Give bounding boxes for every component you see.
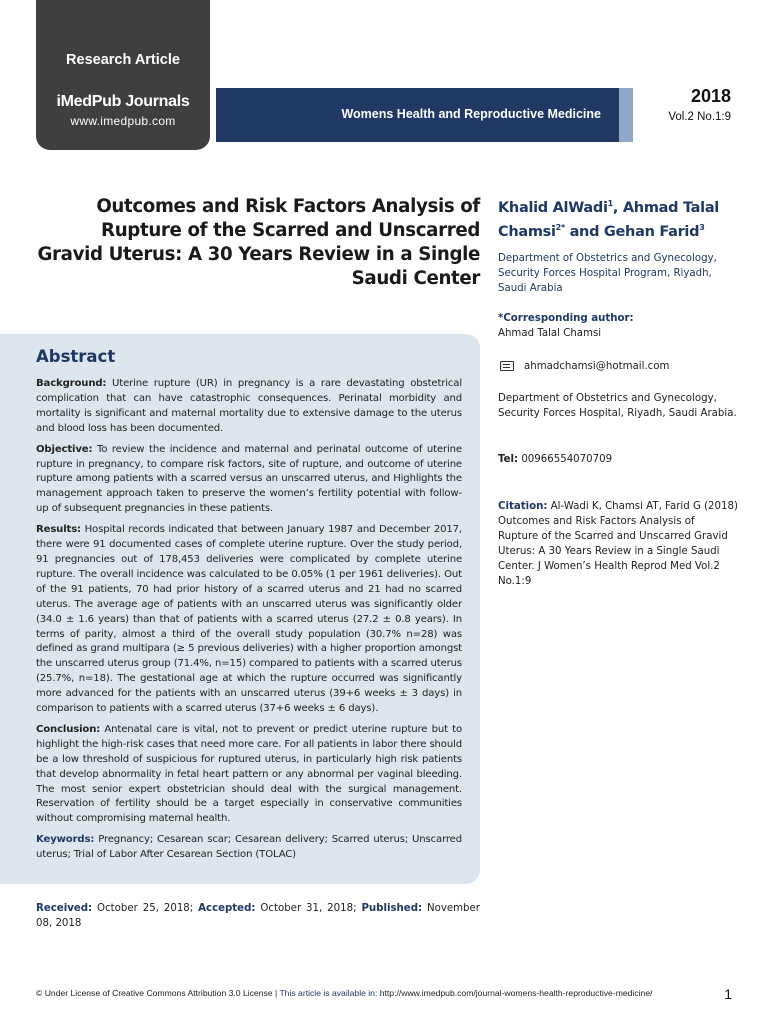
section-text: Antenatal care is vital, not to prevent or predict uterine rupture but to highlight the high-risk cases that need more care. For all patients in labor there should be a low threshold of suspicious for ruptured uterus, in particularly high risk patients that develop abnormality in fetal heart pattern or any abnormal per vaginal bleeding. The most senior expert obstetrician should deal with the surgical management. Reservation of fertility should be a target especially in conservative communities without compromising maternal health. bbox=[36, 723, 462, 825]
author-affiliation-mark: 1 bbox=[607, 199, 613, 208]
accepted-label: Accepted: bbox=[198, 903, 256, 914]
tel-label: Tel: bbox=[498, 454, 519, 465]
availability-label: This article is available in: bbox=[279, 988, 378, 998]
section-label: Conclusion: bbox=[36, 723, 101, 735]
email-address[interactable]: ahmadchamsi@hotmail.com bbox=[524, 361, 670, 372]
publisher-name: iMedPub Journals bbox=[56, 93, 190, 110]
author-affiliation: Department of Obstetrics and Gynecology, Security Forces Hospital Program, Riyadh, Saudi Arabia bbox=[498, 253, 717, 294]
mail-icon bbox=[500, 361, 514, 371]
author-list bbox=[498, 194, 748, 242]
volume-issue: Vol.2 No.1:9 bbox=[668, 111, 731, 123]
publication-year: 2018 bbox=[690, 86, 731, 106]
article-url[interactable]: http://www.imedpub.com/journal-womens-health-reproductive-medicine/ bbox=[377, 988, 653, 998]
license-text: © Under License of Creative Commons Attribution 3.0 License | bbox=[36, 988, 280, 998]
author-name: Ahmad Talal Chamsi bbox=[498, 199, 719, 240]
citation-label: Citation: bbox=[498, 501, 548, 512]
journal-name: Womens Health and Reproductive Medicine bbox=[341, 107, 601, 121]
published-date: November 08, 2018 bbox=[36, 903, 480, 929]
corresponding-author-label: *Corresponding author: bbox=[498, 313, 634, 324]
abstract-conclusion bbox=[36, 723, 462, 827]
telephone bbox=[498, 452, 738, 467]
tel-number: 00966554070709 bbox=[518, 454, 613, 465]
author-name: Khalid AlWadi bbox=[498, 199, 608, 216]
author-separator: , bbox=[612, 199, 623, 216]
section-text: Hospital records indicated that between January 1987 and December 2017, there were 91 documented cases of complete uterine rupture. Over the study period, 91 pregnancies out of 178,453 deliveries were complicated by complete uterine rupture. The overall incidence was calculated to be 0.05% (1 per 1961 deliveries). Out of the 91 patients, 70 had prior history of a scarred uterus and 21 had no scarred uterus. The average age of patients with an unscarred uterus was significantly older (34.0 ± 1.6 years) than that of patients with a scarred uterus (27.2 ± 0.8 years). In terms of parity, almost a third of the overall study population (30.7% n=28) was defined as grand multipara (≥ 5 previous deliveries) with a higher proportion amongst the unscarred uterus group (71.4%, n=15) compared to patients with a scarred uterus (25.7%, n=18). The gestational age at which the rupture occurred was significantly more advanced for the patients with an unscarred uterus (39+6 weeks ± 3 days) in comparison to patients with a scarred uterus (37+6 weeks ± 6 days). bbox=[36, 524, 462, 715]
section-text: To review the incidence and maternal and perinatal outcome of uterine rupture in pregnancy, to compare risk factors, site of rupture, and outcome of uterine rupture among patients with a scarred versus an unscarred uterus, and Highlights the management approach taken to preserve the women’s fertility potential with follow-up of subsequent pregnancies in these patients. bbox=[36, 443, 462, 515]
author-affiliation-mark: 2* bbox=[555, 222, 565, 232]
received-label: Received: bbox=[36, 903, 93, 914]
corresponding-email bbox=[498, 359, 738, 374]
accepted-date: October 31, 2018; bbox=[255, 903, 362, 914]
abstract-results bbox=[36, 523, 462, 717]
section-text: Uterine rupture (UR) in pregnancy is a rare devastating obstetrical complication that can have catastrophic consequences. Perinatal morbidity and mortality is significant and maternal mortality due to extensive damage to the uterus and blood loss has been documented. bbox=[36, 378, 462, 434]
journal-banner bbox=[216, 88, 619, 142]
section-label: Background: bbox=[36, 378, 107, 389]
abstract-keywords bbox=[36, 833, 462, 863]
article-dates bbox=[36, 901, 480, 931]
section-label: Objective: bbox=[36, 443, 93, 455]
author-separator: and bbox=[564, 223, 604, 240]
section-label: Results: bbox=[36, 524, 81, 536]
abstract-body bbox=[36, 377, 462, 869]
author-affiliation-mark: 3 bbox=[699, 222, 705, 232]
section-label: Keywords: bbox=[36, 834, 95, 846]
license-footer bbox=[36, 988, 652, 998]
abstract-objective bbox=[36, 443, 462, 518]
publisher-url[interactable]: www.imedpub.com bbox=[70, 114, 176, 128]
journal-tab bbox=[36, 0, 210, 150]
citation-text: Al-Wadi K, Chamsi AT, Farid G (2018) Outcomes and Risk Factors Analysis of Rupture of the Scarred and Unscarred Gravid Uterus: A 30 Years Review in a Single Saudi Center. J Women’s Health Reprod Med Vol.2 No.1:9 bbox=[498, 501, 738, 587]
published-label: Published: bbox=[361, 903, 423, 914]
abstract-heading: Abstract bbox=[36, 347, 116, 366]
citation bbox=[498, 499, 738, 589]
banner-accent-strip bbox=[619, 88, 633, 142]
article-type: Research Article bbox=[66, 52, 180, 68]
abstract-background bbox=[36, 377, 462, 437]
article-title: Outcomes and Risk Factors Analysis of Rupture of the Scarred and Unscarred Gravid Uterus: A 30 Years Review in a Single Saudi Center bbox=[37, 196, 480, 289]
section-text: Pregnancy; Cesarean scar; Cesarean delivery; Scarred uterus; Unscarred uterus; Trial of Labor After Cesarean Section (TOLAC) bbox=[36, 834, 462, 861]
received-date: October 25, 2018; bbox=[92, 903, 199, 914]
abstract-box bbox=[0, 334, 480, 884]
page-number: 1 bbox=[724, 986, 732, 1002]
corresponding-affiliation: Department of Obstetrics and Gynecology, Security Forces Hospital, Riyadh, Saudi Arabia. bbox=[498, 393, 737, 419]
author-name: Gehan Farid bbox=[603, 223, 700, 240]
corresponding-author-name: Ahmad Talal Chamsi bbox=[498, 328, 602, 339]
